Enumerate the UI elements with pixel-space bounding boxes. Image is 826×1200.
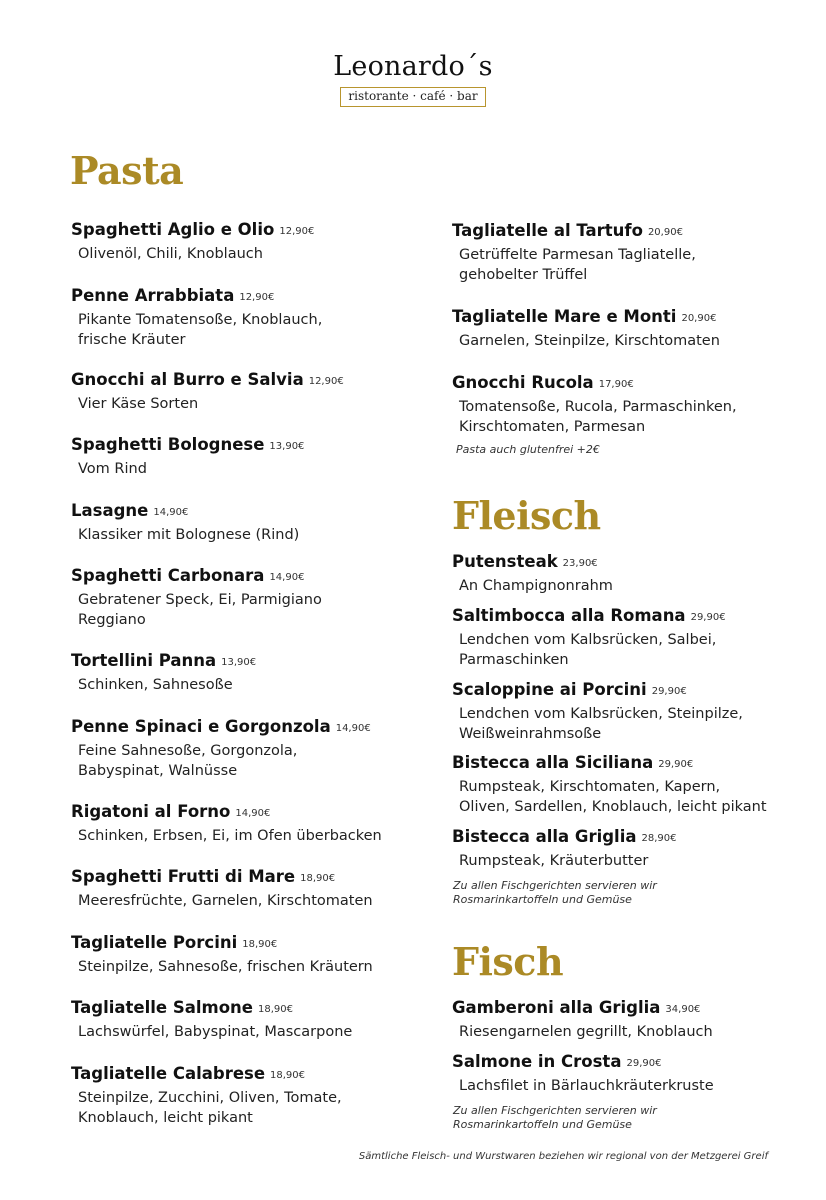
menu-item	[452, 752, 812, 817]
item-description: An Champignonrahm	[459, 578, 613, 594]
item-description: Vom Rind	[78, 461, 147, 477]
item-name: Penne Spinaci e Gorgonzola	[71, 717, 331, 736]
item-price: 23,90€	[562, 558, 598, 569]
item-price: 18,90€	[257, 1004, 293, 1015]
item-description: Olivenöl, Chili, Knoblauch	[78, 246, 263, 262]
item-description: Lachsfilet in Bärlauchkräuterkruste	[459, 1078, 714, 1094]
item-name: Tagliatelle Calabrese	[71, 1064, 266, 1083]
note-line: Zu allen Fischgerichten servieren wir	[453, 879, 657, 892]
item-description: gehobelter Trüffel	[459, 267, 588, 283]
item-price: 14,90€	[235, 808, 271, 819]
menu-item	[71, 866, 411, 911]
item-name: Tagliatelle al Tartufo	[452, 221, 643, 240]
item-description: Schinken, Sahnesoße	[78, 677, 233, 693]
item-description: Lachswürfel, Babyspinat, Mascarpone	[78, 1024, 353, 1040]
restaurant-logo	[0, 50, 826, 107]
item-price: 13,90€	[221, 657, 257, 668]
menu-item	[71, 285, 411, 350]
item-price: 34,90€	[665, 1004, 701, 1015]
item-name: Bistecca alla Siciliana	[452, 753, 654, 772]
menu-item	[452, 679, 792, 744]
menu-item	[452, 997, 792, 1042]
item-description: Rumpsteak, Kräuterbutter	[459, 853, 649, 869]
item-price: 20,90€	[681, 313, 717, 324]
item-price: 29,90€	[651, 686, 687, 697]
item-description: Meeresfrüchte, Garnelen, Kirschtomaten	[78, 893, 373, 909]
menu-item	[71, 565, 411, 630]
menu-item	[71, 434, 411, 479]
menu-item	[452, 306, 792, 351]
logo-name: Leonardo´s	[333, 51, 493, 82]
item-price: 29,90€	[690, 612, 726, 623]
item-price: 18,90€	[270, 1070, 306, 1081]
menu-item	[71, 219, 411, 264]
item-price: 14,90€	[269, 572, 305, 583]
item-description: Getrüffelte Parmesan Tagliatelle,	[459, 247, 696, 263]
note-line: Rosmarinkartoffeln und Gemüse	[453, 1118, 632, 1131]
item-name: Saltimbocca alla Romana	[452, 606, 686, 625]
menu-item	[452, 551, 792, 596]
menu-item	[71, 997, 411, 1042]
item-name: Putensteak	[452, 552, 558, 571]
item-name: Gnocchi al Burro e Salvia	[71, 370, 304, 389]
menu-item	[71, 1063, 411, 1128]
item-name: Lasagne	[71, 501, 149, 520]
item-description: Feine Sahnesoße, Gorgonzola,	[78, 743, 298, 759]
menu-item	[71, 650, 411, 695]
item-description: Lendchen vom Kalbsrücken, Salbei,	[459, 632, 717, 648]
item-name: Rigatoni al Forno	[71, 802, 231, 821]
item-price: 29,90€	[626, 1058, 662, 1069]
item-name: Spaghetti Frutti di Mare	[71, 867, 296, 886]
item-price: 13,90€	[269, 441, 305, 452]
note-line: Zu allen Fischgerichten servieren wir	[453, 1104, 657, 1117]
menu-item	[71, 801, 411, 846]
menu-item	[452, 605, 792, 670]
item-description: Babyspinat, Walnüsse	[78, 763, 238, 779]
fleisch-note	[453, 879, 657, 907]
item-description: Oliven, Sardellen, Knoblauch, leicht pikant	[459, 799, 767, 815]
logo-subtitle: ristorante · café · bar	[340, 87, 485, 107]
item-name: Bistecca alla Griglia	[452, 827, 637, 846]
item-name: Gnocchi Rucola	[452, 373, 594, 392]
menu-item	[71, 500, 411, 545]
item-description: Weißweinrahmsoße	[459, 726, 602, 742]
menu-item	[452, 826, 792, 871]
item-description: Lendchen vom Kalbsrücken, Steinpilze,	[459, 706, 743, 722]
menu-item	[71, 716, 411, 781]
item-name: Salmone in Crosta	[452, 1052, 622, 1071]
item-description: Tomatensoße, Rucola, Parmaschinken,	[459, 399, 737, 415]
item-price: 18,90€	[300, 873, 336, 884]
note-line: Rosmarinkartoffeln und Gemüse	[453, 893, 632, 906]
item-name: Tagliatelle Porcini	[71, 933, 238, 952]
section-title-fleisch: Fleisch	[452, 493, 601, 538]
footer-note: Sämtliche Fleisch- und Wurstwaren beziehen wir regional von der Metzgerei Greif	[358, 1151, 768, 1162]
item-price: 28,90€	[641, 833, 677, 844]
item-description: Kirschtomaten, Parmesan	[459, 419, 646, 435]
item-name: Tagliatelle Mare e Monti	[452, 307, 677, 326]
item-description: Parmaschinken	[459, 652, 569, 668]
item-name: Scaloppine ai Porcini	[452, 680, 647, 699]
item-price: 20,90€	[647, 227, 683, 238]
item-description: Schinken, Erbsen, Ei, im Ofen überbacken	[78, 828, 382, 844]
item-description: Riesengarnelen gegrillt, Knoblauch	[459, 1024, 713, 1040]
item-price: 18,90€	[242, 939, 278, 950]
item-price: 29,90€	[658, 759, 694, 770]
item-name: Spaghetti Bolognese	[71, 435, 265, 454]
item-description: Reggiano	[78, 612, 146, 628]
item-description: Klassiker mit Bolognese (Rind)	[78, 527, 300, 543]
item-description: Vier Käse Sorten	[78, 396, 199, 412]
item-description: Pikante Tomatensoße, Knoblauch,	[78, 312, 323, 328]
item-price: 12,90€	[279, 226, 315, 237]
item-description: frische Kräuter	[78, 332, 186, 348]
item-description: Steinpilze, Sahnesoße, frischen Kräutern	[78, 959, 373, 975]
item-price: 12,90€	[239, 292, 275, 303]
fisch-note	[453, 1104, 657, 1132]
item-name: Spaghetti Aglio e Olio	[71, 220, 275, 239]
item-name: Penne Arrabbiata	[71, 286, 235, 305]
menu-item	[452, 1051, 792, 1096]
item-price: 14,90€	[153, 507, 189, 518]
item-name: Tortellini Panna	[71, 651, 217, 670]
item-price: 12,90€	[308, 376, 344, 387]
menu-item	[71, 932, 411, 977]
item-description: Garnelen, Steinpilze, Kirschtomaten	[459, 333, 720, 349]
item-name: Spaghetti Carbonara	[71, 566, 265, 585]
item-description: Gebratener Speck, Ei, Parmigiano	[78, 592, 322, 608]
item-description: Rumpsteak, Kirschtomaten, Kapern,	[459, 779, 721, 795]
item-name: Gamberoni alla Griglia	[452, 998, 661, 1017]
item-description: Knoblauch, leicht pikant	[78, 1110, 253, 1126]
item-name: Tagliatelle Salmone	[71, 998, 253, 1017]
menu-item	[71, 369, 411, 414]
section-title-fisch: Fisch	[452, 939, 564, 984]
menu-item	[452, 372, 792, 437]
item-price: 14,90€	[335, 723, 371, 734]
item-price: 17,90€	[598, 379, 634, 390]
item-description: Steinpilze, Zucchini, Oliven, Tomate,	[78, 1090, 342, 1106]
pasta-note: Pasta auch glutenfrei +2€	[456, 443, 600, 456]
section-title-pasta: Pasta	[70, 148, 184, 193]
menu-item	[452, 220, 792, 285]
